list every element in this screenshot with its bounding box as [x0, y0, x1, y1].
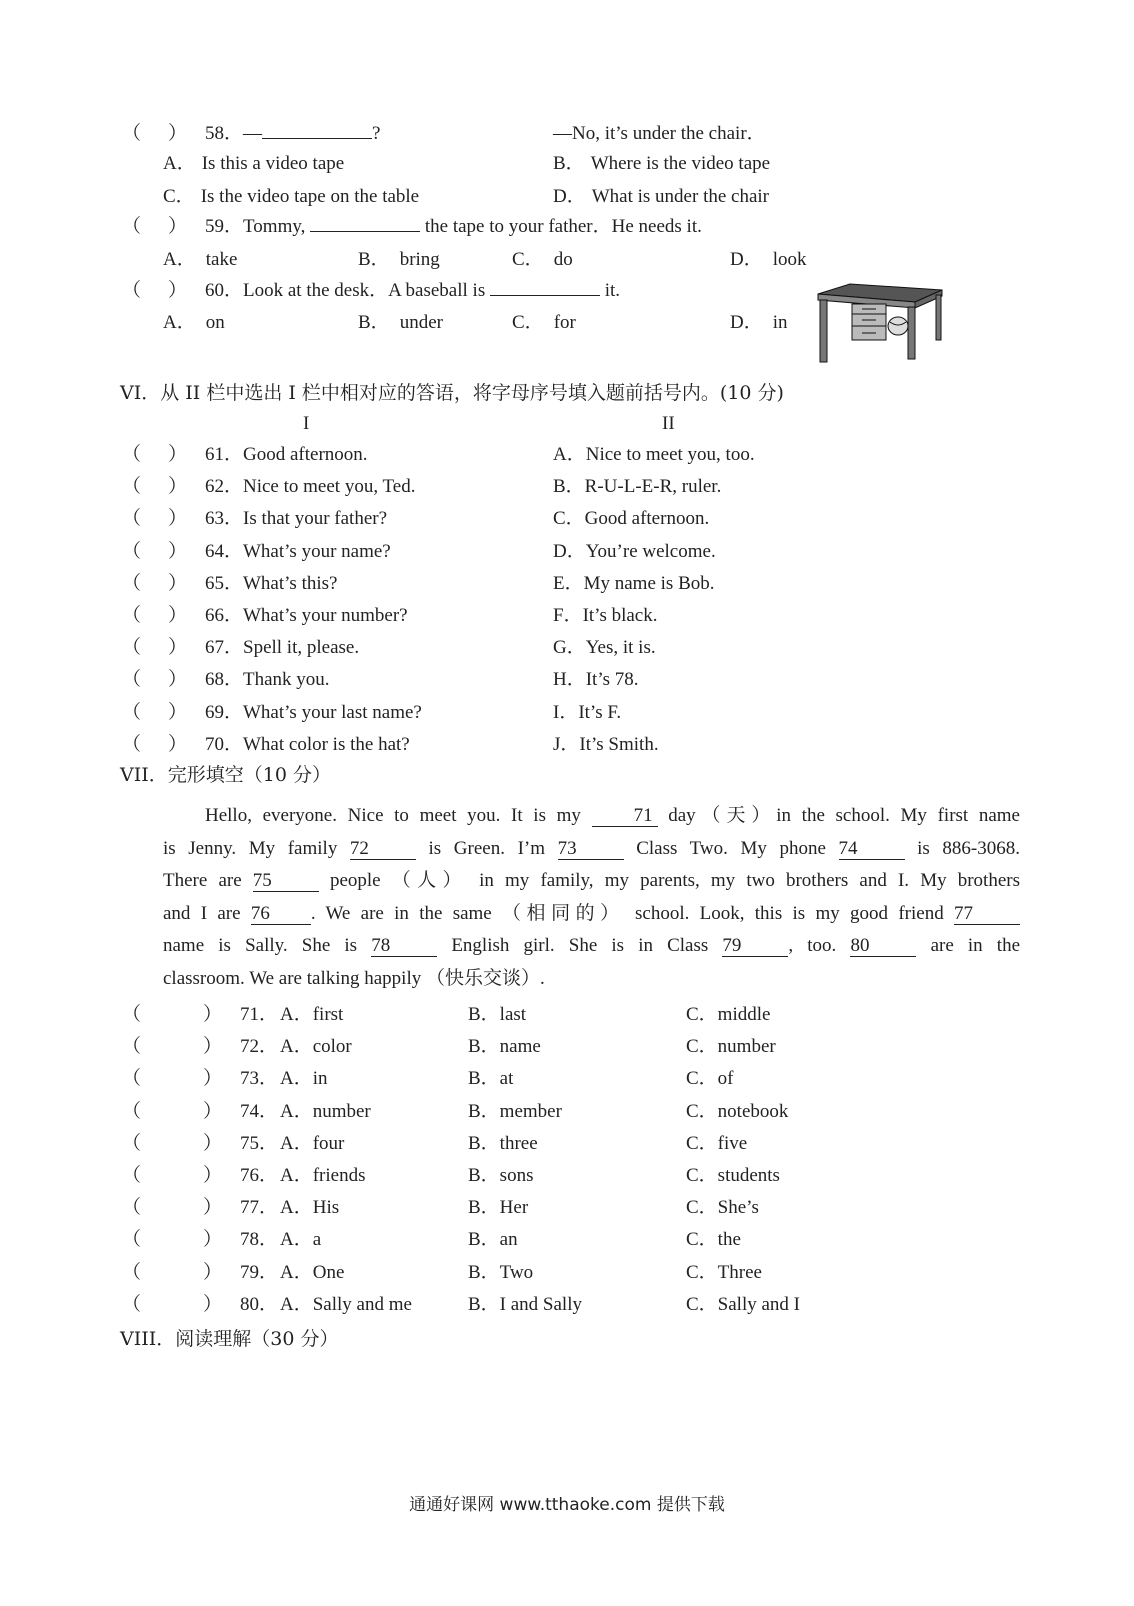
question-number: 59．	[205, 216, 244, 237]
option[interactable]: B．sons	[468, 1165, 534, 1186]
option[interactable]: A．first	[280, 1004, 344, 1025]
option-letter: B．	[358, 249, 390, 270]
option-text: Where is the video tape	[590, 153, 771, 174]
question-number: 78．	[240, 1229, 279, 1251]
option[interactable]: C．notebook	[686, 1100, 789, 1122]
passage-text: is Green. I’m	[415, 837, 558, 859]
passage-line	[163, 865, 1020, 898]
question-number: 77．	[240, 1197, 279, 1219]
option-letter: A．	[163, 153, 196, 174]
option[interactable]: C．She’s	[686, 1197, 759, 1219]
question-number: 60．	[205, 280, 244, 301]
option-text: Is this a video tape	[201, 153, 345, 174]
match-question: 69．What’s your last name?	[205, 701, 422, 723]
option-letter: B．	[553, 153, 585, 174]
question-number: 74．	[240, 1100, 279, 1122]
option[interactable]	[163, 152, 344, 176]
option[interactable]: A．a	[280, 1229, 322, 1251]
option[interactable]: C．of	[686, 1068, 734, 1090]
cloze-blank[interactable]: 71	[592, 806, 658, 827]
question-number: 72．	[240, 1036, 279, 1058]
option[interactable]: C．five	[686, 1132, 748, 1154]
option-letter: D．	[553, 186, 586, 207]
match-question: 65．What’s this?	[205, 572, 338, 594]
match-answer: D．You’re welcome.	[553, 540, 716, 562]
match-answer: A．Nice to meet you, too.	[553, 444, 755, 465]
answer-blank[interactable]	[490, 295, 600, 296]
match-answer: B．R-U-L-E-R, ruler.	[553, 476, 722, 498]
passage-line	[163, 930, 1020, 963]
option[interactable]	[358, 248, 440, 272]
match-question: 70．What color is the hat?	[205, 733, 410, 755]
cloze-blank[interactable]: 79	[722, 936, 788, 957]
section-title: VIII．阅读理解（30 分）	[120, 1328, 339, 1350]
option-text: under	[399, 312, 443, 333]
stem-text: Look at the desk．A baseball is	[243, 280, 490, 301]
match-answer: G．Yes, it is.	[553, 637, 656, 659]
cloze-blank[interactable]: 76	[251, 904, 311, 925]
option[interactable]: A．One	[280, 1261, 345, 1283]
passage-text: . We are in the same （相同的） school. Look, this is my good friend	[310, 902, 954, 924]
option-text: look	[772, 249, 807, 270]
question-number: 58．	[205, 123, 244, 144]
cloze-passage	[163, 800, 1020, 995]
cloze-blank[interactable]: 78	[371, 936, 437, 957]
passage-text: are in the	[916, 935, 1020, 956]
option-text: take	[205, 249, 238, 270]
match-question: 63．Is that your father?	[205, 508, 388, 530]
question-number: 75．	[240, 1132, 279, 1154]
option[interactable]	[553, 152, 770, 176]
option-letter: D．	[730, 312, 763, 333]
option[interactable]: B．Two	[468, 1261, 534, 1283]
question-number: 73．	[240, 1068, 279, 1090]
question-number: 76．	[240, 1165, 279, 1186]
section-title: VI．从 II 栏中选出 I 栏中相对应的答语，将字母序号填入题前括号内。(10 分)	[120, 382, 784, 404]
passage-line	[163, 898, 1020, 931]
passage-text: classroom. We are talking happily （快乐交谈）.	[163, 967, 545, 989]
option-letter: C．	[163, 186, 195, 207]
passage-text: Class Two. My phone	[623, 837, 839, 859]
option-text: in	[772, 312, 788, 333]
match-question: 67．Spell it, please.	[205, 637, 360, 659]
question-stem	[205, 279, 620, 303]
option[interactable]: C．number	[686, 1036, 776, 1058]
option-letter: C．	[512, 312, 544, 333]
cloze-blank[interactable]: 72	[350, 839, 416, 860]
match-answer: F．It’s black.	[553, 605, 658, 626]
match-question: 64．What’s your name?	[205, 540, 391, 562]
option[interactable]: C．middle	[686, 1004, 771, 1025]
stem-text: it.	[599, 280, 621, 301]
option[interactable]	[163, 185, 419, 209]
option-text: on	[205, 312, 225, 333]
option-letter: D．	[730, 249, 763, 270]
option[interactable]	[553, 185, 769, 209]
match-question: 61．Good afternoon.	[205, 444, 368, 465]
option[interactable]: B．Her	[468, 1197, 529, 1219]
passage-line	[163, 800, 1020, 833]
question-stem	[205, 122, 380, 146]
question-number: 79．	[240, 1261, 279, 1283]
passage-text: and I are	[163, 902, 251, 924]
match-answer: H．It’s 78.	[553, 669, 639, 691]
cloze-blank[interactable]: 80	[850, 936, 916, 957]
option[interactable]: A．color	[280, 1036, 352, 1058]
option[interactable]: C．the	[686, 1229, 741, 1251]
passage-text: Hello, everyone. Nice to meet you. It is my	[205, 805, 592, 826]
option[interactable]: B．at	[468, 1068, 514, 1090]
option[interactable]: B．last	[468, 1004, 527, 1025]
cloze-blank[interactable]: 77	[954, 904, 1020, 925]
passage-text: name is Sally. She is	[163, 935, 372, 956]
desk-illustration	[810, 282, 945, 364]
answer-blank[interactable]	[262, 138, 372, 139]
match-question: 62．Nice to meet you, Ted.	[205, 476, 416, 498]
option[interactable]: C．Sally and I	[686, 1293, 800, 1315]
passage-text: is Jenny. My family	[163, 837, 350, 859]
option[interactable]: A．number	[280, 1100, 371, 1122]
option[interactable]	[358, 311, 443, 335]
stem-text: ?	[372, 123, 381, 144]
option-text: do	[553, 249, 573, 270]
option[interactable]	[730, 311, 788, 335]
option[interactable]: A．in	[280, 1068, 328, 1090]
passage-text: , too.	[788, 935, 851, 956]
passage-text: is 886-3068.	[904, 837, 1020, 859]
option[interactable]	[730, 248, 807, 272]
match-answer: I．It’s F.	[553, 701, 622, 723]
option-text: bring	[399, 249, 440, 270]
match-answer: E．My name is Bob.	[553, 572, 715, 594]
question-number: 80．	[240, 1293, 279, 1315]
option-letter: C．	[512, 249, 544, 270]
option[interactable]: C．Three	[686, 1261, 762, 1283]
option[interactable]: A．His	[280, 1197, 340, 1219]
passage-line	[163, 963, 1020, 996]
option[interactable]	[512, 311, 576, 335]
stem-text: —	[243, 123, 263, 144]
option-text: for	[553, 312, 576, 333]
option[interactable]: B．member	[468, 1100, 562, 1122]
match-answer: C．Good afternoon.	[553, 508, 710, 530]
column-header: I	[303, 413, 310, 434]
option-text: What is under the chair	[591, 186, 769, 207]
passage-text: There are	[163, 870, 253, 891]
passage-text: day（天）in the school. My first name	[657, 805, 1020, 826]
match-answer: J．It’s Smith.	[553, 733, 659, 755]
passage-text: people （人） in my family, my parents, my two brothers and I. My brothers	[318, 870, 1020, 891]
option[interactable]: B．name	[468, 1036, 541, 1058]
answer-blank[interactable]	[310, 231, 420, 232]
question-stem	[205, 215, 702, 239]
option[interactable]: C．students	[686, 1165, 780, 1186]
cloze-blank[interactable]: 74	[839, 839, 905, 860]
option-text: Is the video tape on the table	[200, 186, 420, 207]
footer-text: 通通好课网 www.tthaoke.com 提供下载	[409, 1495, 725, 1515]
option[interactable]	[163, 248, 237, 272]
cloze-blank[interactable]: 75	[253, 871, 319, 892]
cloze-blank[interactable]: 73	[558, 839, 624, 860]
option[interactable]: A．four	[280, 1132, 345, 1154]
option-letter: A．	[163, 249, 196, 270]
option[interactable]	[512, 248, 573, 272]
passage-text: English girl. She is in Class	[437, 935, 723, 956]
match-question: 66．What’s your number?	[205, 605, 408, 626]
stem-text: the tape to your father．He needs it.	[420, 216, 702, 237]
option[interactable]: A．friends	[280, 1165, 366, 1186]
question-number: 71．	[240, 1004, 279, 1025]
option-letter: A．	[163, 312, 196, 333]
option[interactable]: B．I and Sally	[468, 1293, 582, 1315]
match-question: 68．Thank you.	[205, 669, 330, 691]
passage-line	[163, 833, 1020, 866]
option[interactable]	[163, 311, 225, 335]
reply-text: —No, it’s under the chair．	[553, 123, 766, 144]
column-header: II	[662, 413, 675, 434]
section-title: VII．完形填空（10 分）	[120, 764, 331, 786]
stem-text: Tommy,	[243, 216, 311, 237]
option[interactable]: B．an	[468, 1229, 518, 1251]
option[interactable]: A．Sally and me	[280, 1293, 412, 1315]
option[interactable]: B．three	[468, 1132, 538, 1154]
option-letter: B．	[358, 312, 390, 333]
